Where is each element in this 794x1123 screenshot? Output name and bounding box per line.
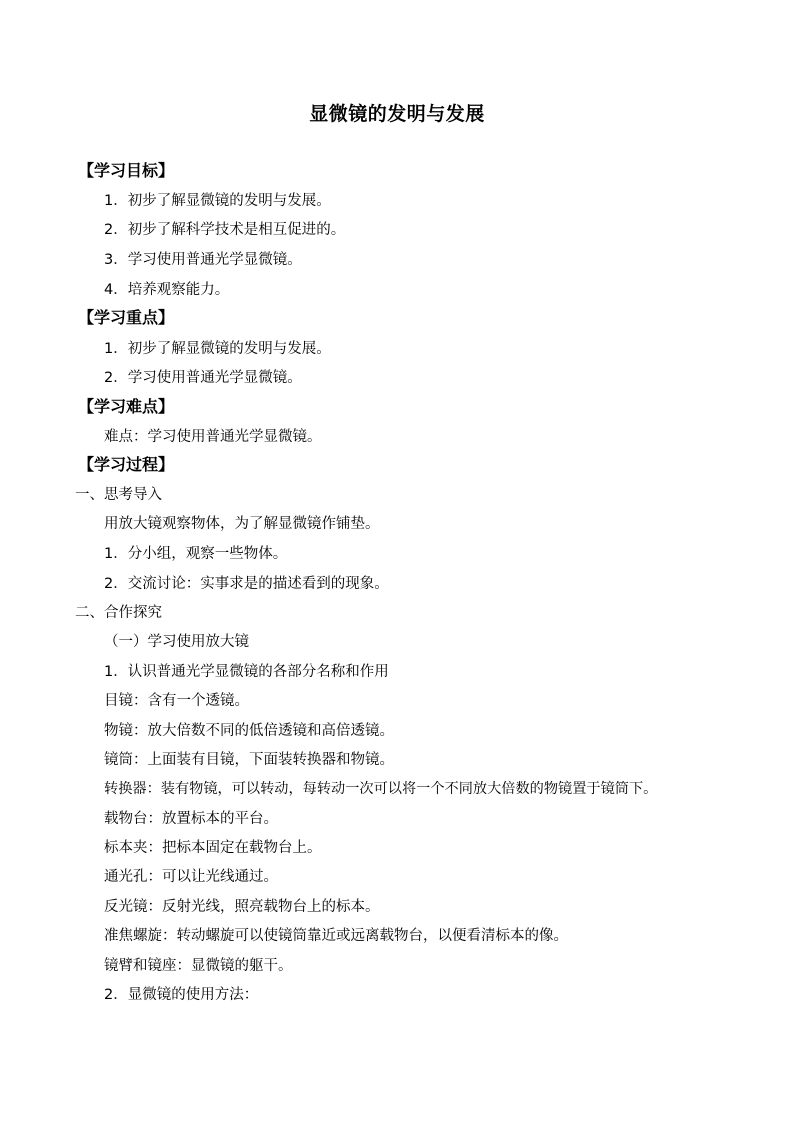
section-heading-process: 【学习过程】 (78, 455, 175, 474)
body-paragraph: 1．分小组，观察一些物体。 (104, 546, 288, 562)
part-description: 标本夹：把标本固定在载物台上。 (104, 840, 322, 856)
section-heading-difficulties: 【学习难点】 (78, 397, 175, 416)
part-description: 目镜：含有一个透镜。 (104, 693, 249, 709)
part-description: 镜臂和镜座：显微镜的躯干。 (104, 958, 293, 974)
body-paragraph: 2．显微镜的使用方法： (104, 987, 259, 1003)
part-description: 物镜：放大倍数不同的低倍透镜和高倍透镜。 (104, 723, 394, 739)
objective-item: 2．初步了解科学技术是相互促进的。 (104, 222, 346, 238)
key-point-item: 2．学习使用普通光学显微镜。 (104, 370, 302, 386)
document-title: 显微镜的发明与发展 (309, 103, 485, 125)
objective-item: 3．学习使用普通光学显微镜。 (104, 252, 302, 268)
body-paragraph: 用放大镜观察物体，为了解显微镜作铺垫。 (104, 516, 380, 532)
section-heading-objectives: 【学习目标】 (78, 161, 175, 180)
part-description: 转换器：装有物镜，可以转动，每转动一次可以将一个不同放大倍数的物镜置于镜筒下。 (104, 781, 658, 797)
section-heading-key-points: 【学习重点】 (78, 308, 175, 327)
subsection-heading: 一、思考导入 (75, 487, 162, 503)
key-point-item: 1．初步了解显微镜的发明与发展。 (104, 341, 331, 357)
part-description: 载物台：放置标本的平台。 (104, 811, 278, 827)
part-description: 镜筒：上面装有目镜，下面装转换器和物镜。 (104, 752, 394, 768)
objective-item: 1．初步了解显微镜的发明与发展。 (104, 193, 331, 209)
difficulty-text: 难点：学习使用普通光学显微镜。 (104, 429, 322, 445)
part-description: 通光孔：可以让光线通过。 (104, 869, 278, 885)
part-description: 准焦螺旋：转动螺旋可以使镜筒靠近或远离载物台，以便看清标本的像。 (104, 928, 568, 944)
part-description: 反光镜：反射光线，照亮载物台上的标本。 (104, 899, 380, 915)
body-paragraph: 2．交流讨论：实事求是的描述看到的现象。 (104, 576, 389, 592)
body-paragraph: 1．认识普通光学显微镜的各部分名称和作用 (104, 664, 389, 680)
sub-subsection-heading: （一）学习使用放大镜 (104, 634, 249, 650)
subsection-heading: 二、合作探究 (75, 605, 162, 621)
objective-item: 4．培养观察能力。 (104, 282, 230, 298)
